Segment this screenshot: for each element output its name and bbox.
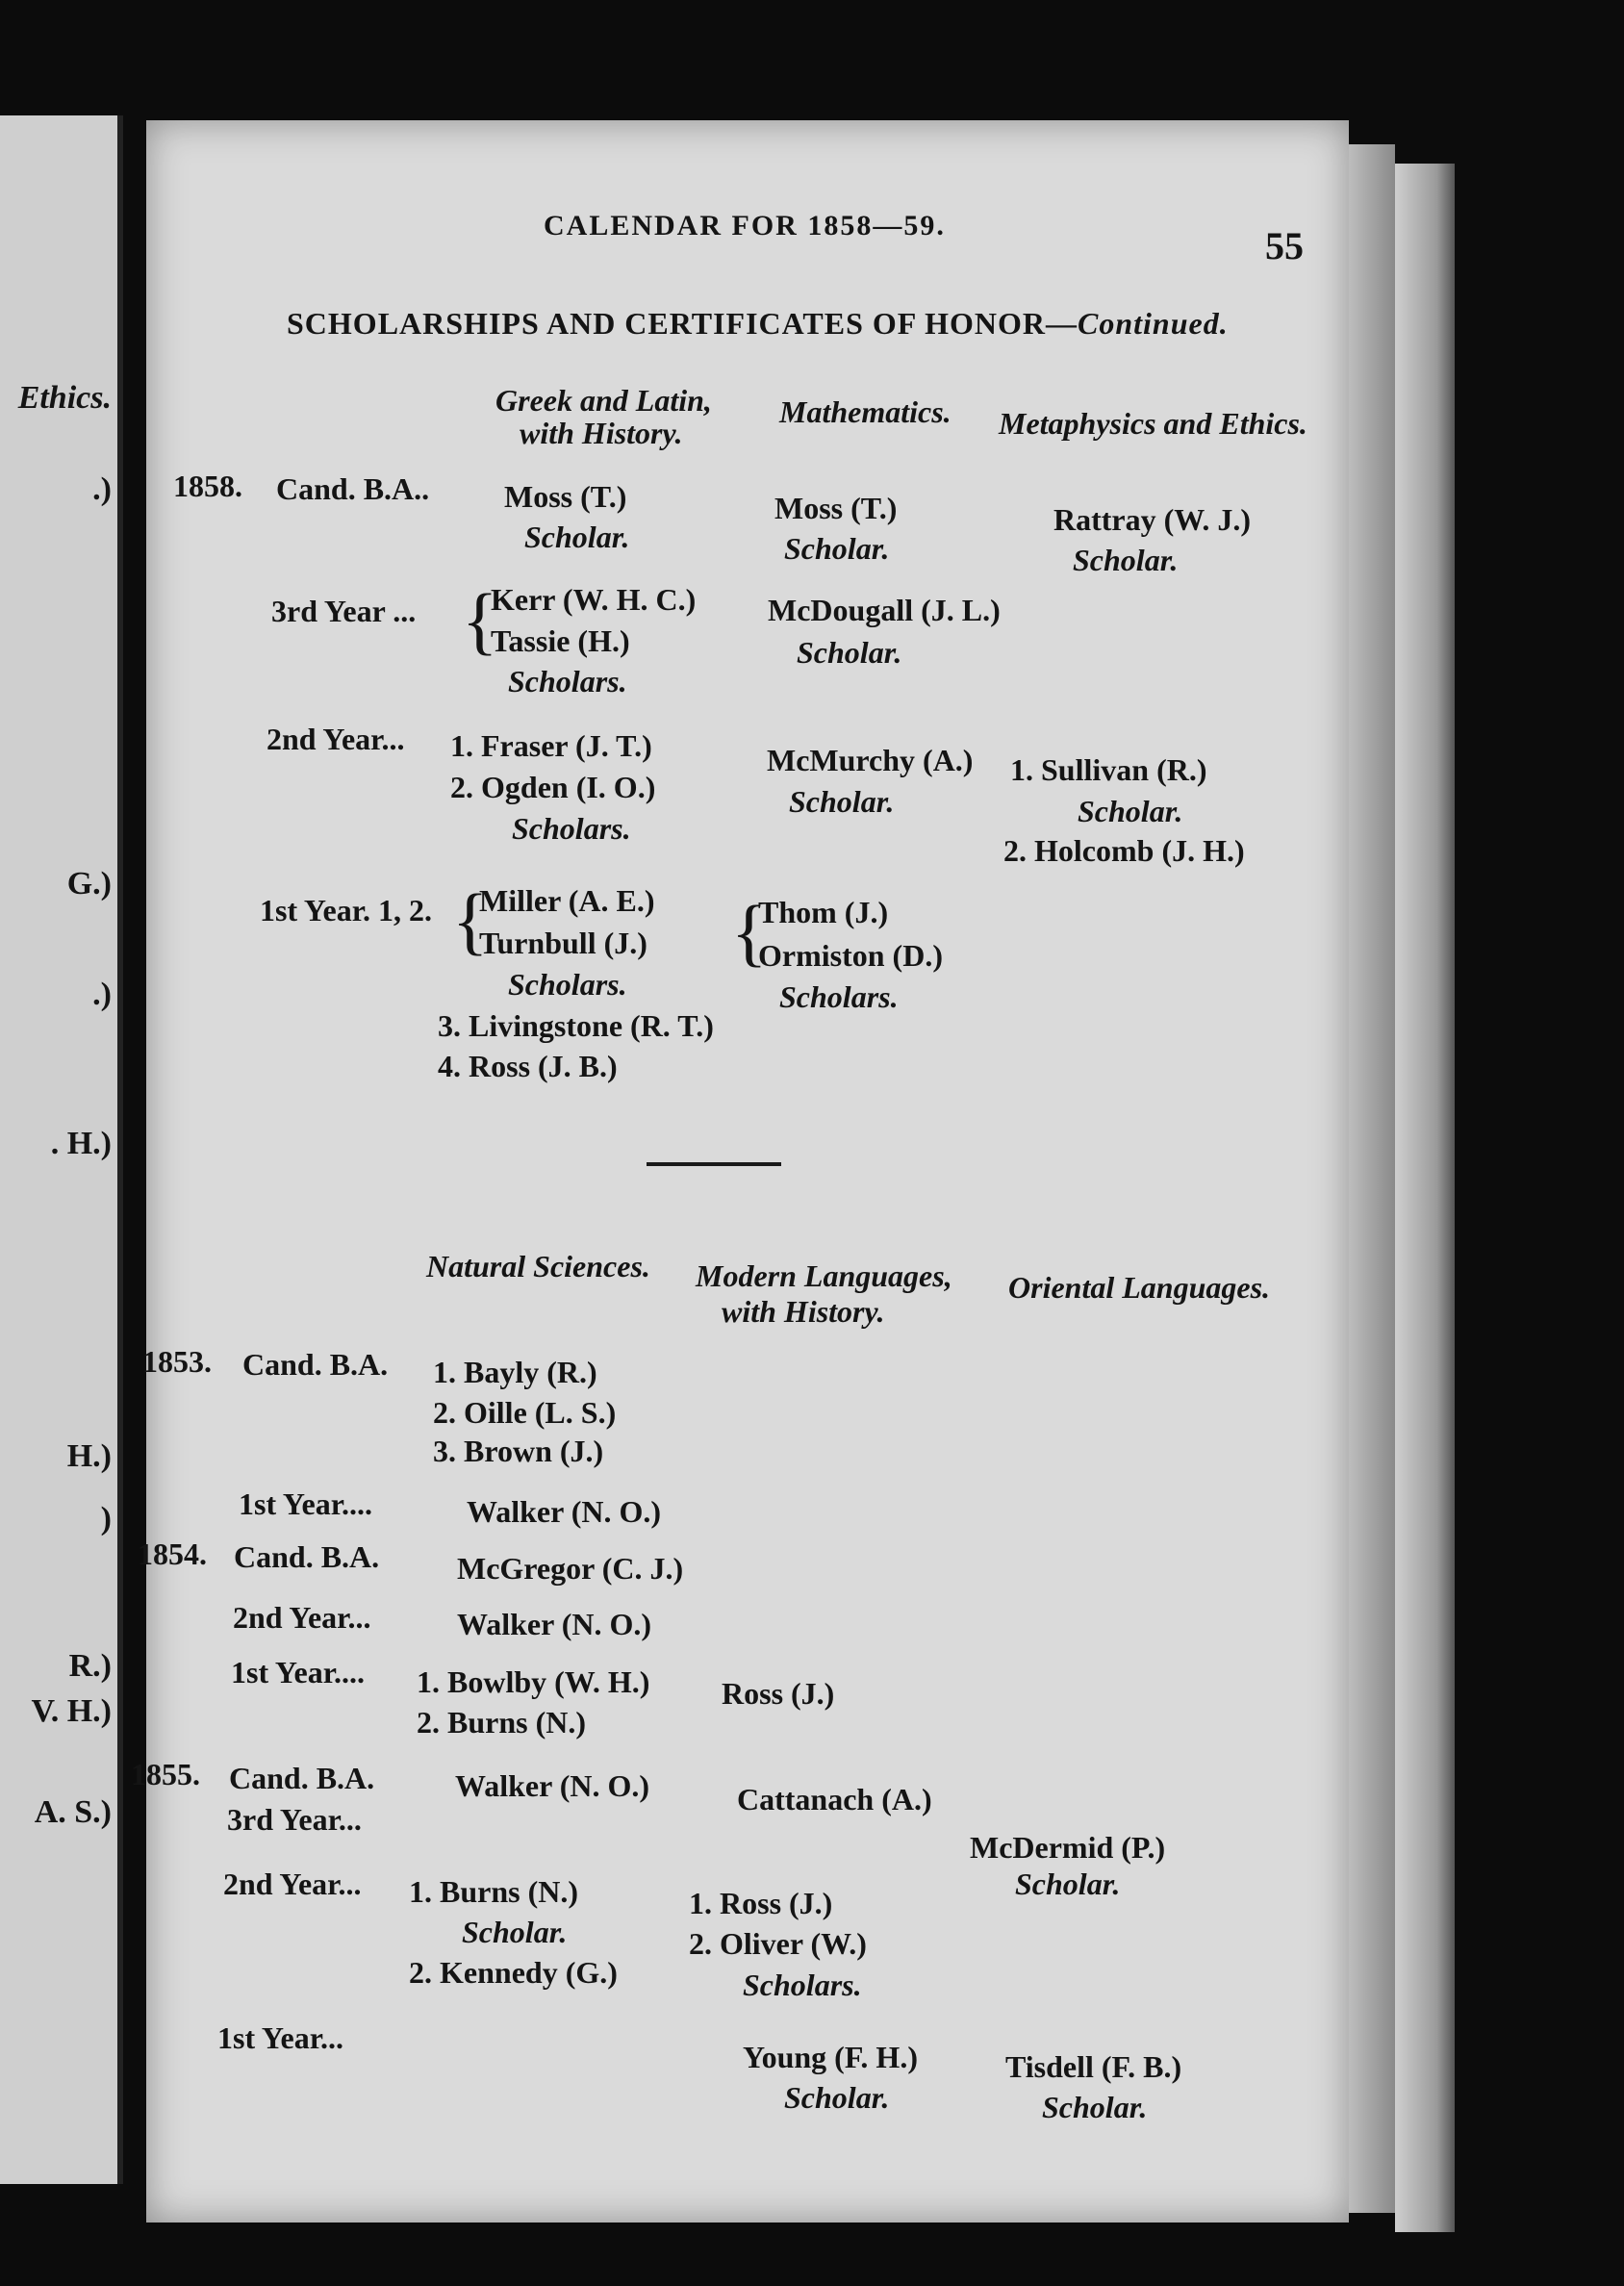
row-label: 1st Year. 1, 2. — [260, 893, 432, 927]
entry: McMurchy (A.) — [767, 743, 974, 777]
row-label: Cand. B.A. — [242, 1347, 389, 1382]
entry-note: Scholars. — [512, 811, 631, 846]
row-label: Cand. B.A. — [234, 1539, 380, 1574]
year-label: 1853. — [142, 1344, 212, 1379]
entry: 2. Kennedy (G.) — [409, 1955, 618, 1990]
brace: { — [462, 578, 498, 662]
col-header-greek: Greek and Latin, — [495, 383, 712, 418]
entry-note: Scholar. — [784, 531, 890, 566]
entry-note: Scholars. — [743, 1968, 862, 2002]
entry: Walker (N. O.) — [457, 1607, 652, 1641]
entry: 1. Ross (J.) — [689, 1886, 833, 1920]
entry: Moss (T.) — [774, 491, 898, 525]
margin-fragment: A. S.) — [34, 1794, 112, 1830]
row-label: 2nd Year... — [266, 722, 405, 756]
entry-note: Scholar. — [784, 2080, 890, 2115]
margin-fragment: .) — [92, 471, 112, 507]
entry: 2. Holcomb (J. H.) — [1003, 833, 1245, 868]
entry: Young (F. H.) — [743, 2040, 918, 2074]
row-label: 3rd Year... — [227, 1802, 362, 1837]
entry: 2. Burns (N.) — [417, 1705, 587, 1740]
row-label: Cand. B.A. — [229, 1761, 375, 1795]
entry: Walker (N. O.) — [455, 1768, 650, 1803]
entry: 3. Livingstone (R. T.) — [438, 1008, 714, 1043]
entry: Ormiston (D.) — [758, 938, 943, 973]
page-edge — [1349, 144, 1395, 2213]
entry: 1. Bayly (R.) — [433, 1355, 597, 1389]
margin-fragment: Ethics. — [17, 380, 112, 416]
entry: 1. Sullivan (R.) — [1010, 752, 1207, 787]
col-header-oriental: Oriental Languages. — [1008, 1270, 1271, 1305]
entry: McDougall (J. L.) — [768, 593, 1001, 627]
entry: Kerr (W. H. C.) — [491, 582, 697, 617]
entry: Cattanach (A.) — [737, 1782, 932, 1816]
entry-note: Scholar. — [797, 635, 902, 670]
margin-fragment: . H.) — [50, 1126, 112, 1161]
entry: Ross (J.) — [722, 1676, 835, 1711]
margin-fragment: V. H.) — [31, 1693, 112, 1729]
entry: Tisdell (F. B.) — [1005, 2049, 1182, 2084]
entry: Moss (T.) — [504, 479, 627, 514]
entry: Walker (N. O.) — [467, 1494, 662, 1529]
entry-note: Scholar. — [1042, 2090, 1148, 2124]
page-title — [287, 306, 1229, 342]
facing-page-fragment — [0, 115, 123, 2184]
entry: Rattray (W. J.) — [1053, 502, 1251, 537]
col-header-modern: Modern Languages, — [696, 1258, 952, 1293]
entry: Turnbull (J.) — [479, 926, 647, 960]
running-title: CALENDAR FOR 1858—59. — [544, 210, 946, 241]
title-continued: Continued. — [1078, 306, 1229, 341]
brace: { — [731, 890, 768, 974]
row-label: 1st Year.... — [231, 1655, 365, 1689]
entry: 4. Ross (J. B.) — [438, 1049, 618, 1083]
year-label: 1855. — [131, 1757, 200, 1791]
col-header-meta: Metaphysics and Ethics. — [999, 406, 1307, 441]
entry: 1. Burns (N.) — [409, 1874, 579, 1909]
col-header-natural: Natural Sciences. — [426, 1249, 650, 1283]
entry-note: Scholar. — [462, 1915, 568, 1949]
entry-note: Scholar. — [524, 520, 630, 554]
entry: 1. Bowlby (W. H.) — [417, 1664, 650, 1699]
entry-note: Scholars. — [508, 664, 627, 698]
margin-fragment: G.) — [66, 866, 112, 902]
entry-note: Scholar. — [1078, 794, 1183, 828]
entry-note: Scholars. — [508, 967, 627, 1002]
entry-note: Scholar. — [1015, 1867, 1121, 1901]
entry: 2. Ogden (I. O.) — [450, 770, 656, 804]
row-label: 3rd Year ... — [271, 594, 417, 628]
row-label: 2nd Year... — [233, 1600, 371, 1635]
col-header-math: Mathematics. — [779, 394, 952, 429]
row-label: 2nd Year... — [223, 1867, 362, 1901]
year-label: 1854. — [138, 1537, 207, 1571]
col-header-greek: with History. — [520, 416, 683, 450]
entry: Miller (A. E.) — [479, 883, 655, 918]
brace: { — [452, 878, 489, 962]
entry: 2. Oliver (W.) — [689, 1926, 867, 1961]
entry: 2. Oille (L. S.) — [433, 1395, 617, 1430]
col-header-modern: with History. — [722, 1294, 885, 1329]
page-edge — [1395, 164, 1455, 2232]
entry-note: Scholar. — [789, 784, 895, 819]
margin-fragment: H.) — [66, 1438, 112, 1474]
entry: Thom (J.) — [758, 895, 889, 929]
entry: Tassie (H.) — [491, 623, 630, 658]
entry-note: Scholar. — [1073, 543, 1179, 577]
entry-note: Scholars. — [779, 979, 899, 1014]
row-label: 1st Year.... — [239, 1486, 372, 1521]
year-label: 1858. — [173, 469, 242, 503]
margin-fragment: ) — [100, 1501, 112, 1537]
entry: 1. Fraser (J. T.) — [450, 728, 652, 763]
entry: McGregor (C. J.) — [457, 1551, 684, 1586]
entry: McDermid (P.) — [970, 1830, 1166, 1865]
row-label: Cand. B.A.. — [276, 471, 430, 506]
entry: 3. Brown (J.) — [433, 1434, 604, 1468]
section-divider — [647, 1162, 781, 1166]
margin-fragment: R.) — [68, 1648, 112, 1684]
page-number: 55 — [1265, 224, 1304, 267]
title-main: SCHOLARSHIPS AND CERTIFICATES OF HONOR— — [287, 306, 1078, 341]
margin-fragment: .) — [92, 977, 112, 1012]
row-label: 1st Year... — [217, 2020, 343, 2055]
